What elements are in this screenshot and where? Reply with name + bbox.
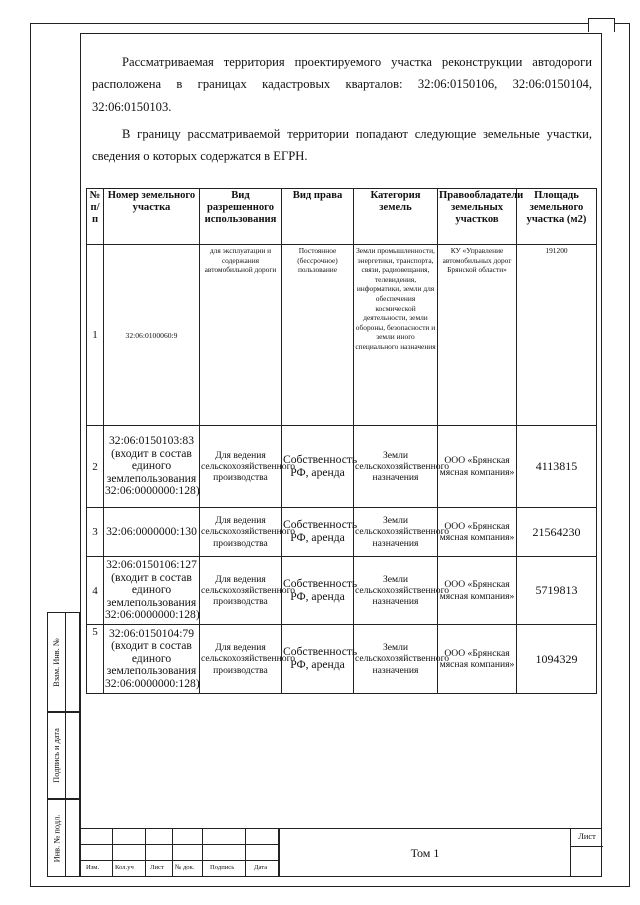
side-field-inventory-value <box>66 799 80 877</box>
row-right: Собственность РФ, аренда <box>282 426 354 508</box>
header-cadastral: Номер земельного участка <box>104 189 200 245</box>
frame-corner-tab <box>588 18 615 32</box>
row-number: 4 <box>87 557 104 625</box>
side-label-inventory: Инв. № подл. <box>52 814 61 862</box>
row-use: Для ведения сельскохозяйственного производства <box>200 625 282 694</box>
row-cadastral: 32:06:0100060:9 <box>104 245 200 426</box>
header-right: Вид права <box>282 189 354 245</box>
stamp-label-change: Изм. <box>86 864 100 871</box>
stamp-sheet-label: Лист <box>571 832 603 847</box>
row-number: 1 <box>87 245 104 426</box>
table-row <box>87 245 597 426</box>
row-area: 21564230 <box>517 508 597 557</box>
stamp-label-signature: Подпись <box>210 864 235 871</box>
row-category: Земли промышленности, энергетики, транспорта, связи, радиовещания, телевидения, информатики, земли для обеспечения космической деятельности, земли обороны, безопасности и земли иного специального назначения <box>354 245 438 426</box>
row-use: Для ведения сельскохозяйственного производства <box>200 426 282 508</box>
stamp-title: Том 1 <box>279 828 570 877</box>
row-number: 2 <box>87 426 104 508</box>
row-cadastral: 32:06:0150106:127 (входит в состав единого землепользования 32:06:0000000:128) <box>104 557 200 625</box>
table-row <box>87 508 597 557</box>
row-cadastral: 32:06:0150104:79 (входит в состав единого землепользования 32:06:0000000:128) <box>104 625 200 694</box>
side-label-signature: Подпись и дата <box>52 728 62 783</box>
row-use: Для ведения сельскохозяйственного производства <box>200 508 282 557</box>
row-number: 3 <box>87 508 104 557</box>
row-area: 4113815 <box>517 426 597 508</box>
stamp-label-sheet: Лист <box>150 864 164 871</box>
row-right: Постоянное (бессрочное) пользование <box>282 245 354 426</box>
row-owner: ООО «Брянская мясная компания» <box>438 426 517 508</box>
row-number: 5 <box>87 625 104 694</box>
table-row <box>87 557 597 625</box>
row-use: для эксплуатации и содержания автомобильной дороги <box>200 245 282 426</box>
row-owner: КУ «Управление автомобильных дорог Брянской области» <box>438 245 517 426</box>
header-use: Вид разрешенного использования <box>200 189 282 245</box>
row-area: 5719813 <box>517 557 597 625</box>
stamp-label-date: Дата <box>254 864 268 871</box>
row-category: Земли сельскохозяйственного назначения <box>354 625 438 694</box>
row-right: Собственность РФ, аренда <box>282 625 354 694</box>
table-row <box>87 426 597 508</box>
row-right: Собственность РФ, аренда <box>282 557 354 625</box>
row-owner: ООО «Брянская мясная компания» <box>438 625 517 694</box>
row-cadastral: 32:06:0150103:83 (входит в состав единого землепользования 32:06:0000000:128) <box>104 426 200 508</box>
row-cadastral: 32:06:0000000:130 <box>104 508 200 557</box>
row-category: Земли сельскохозяйственного назначения <box>354 426 438 508</box>
side-field-vzam-value <box>66 612 80 712</box>
side-field-signature-value <box>66 712 80 799</box>
row-area: 191200 <box>517 245 597 426</box>
side-label-vzam: Взам. Инв. № <box>52 637 62 687</box>
row-use: Для ведения сельскохозяйственного производства <box>200 557 282 625</box>
row-right: Собственность РФ, аренда <box>282 508 354 557</box>
table-header-row <box>87 189 597 245</box>
stamp-label-count: Кол.уч <box>115 864 134 871</box>
header-owner: Правообладатели земельных участков <box>438 189 517 245</box>
stamp-label-docnum: № док. <box>175 864 195 871</box>
stamp-sheet-box <box>570 828 602 877</box>
row-category: Земли сельскохозяйственного назначения <box>354 508 438 557</box>
row-owner: ООО «Брянская мясная компания» <box>438 557 517 625</box>
title-block <box>80 828 602 877</box>
row-category: Земли сельскохозяйственного назначения <box>354 557 438 625</box>
row-area: 1094329 <box>517 625 597 694</box>
land-parcels-table <box>86 188 597 694</box>
header-category: Категория земель <box>354 189 438 245</box>
row-owner: ООО «Брянская мясная компания» <box>438 508 517 557</box>
intro-paragraph: Рассматриваемая территория проектируемого участка реконструкции автодороги расположена в границах кадастровых кварталов: 32:06:0150106, 32:06:0150104, 32:06:0150103. <box>92 55 592 114</box>
header-area: Площадь земельного участка (м2) <box>517 189 597 245</box>
table-row <box>87 625 597 694</box>
header-number: № п/п <box>87 189 104 245</box>
parcels-intro-paragraph: В границу рассматриваемой территории попадают следующие земельные участки, сведения о которых содержатся в ЕГРН. <box>92 127 592 164</box>
